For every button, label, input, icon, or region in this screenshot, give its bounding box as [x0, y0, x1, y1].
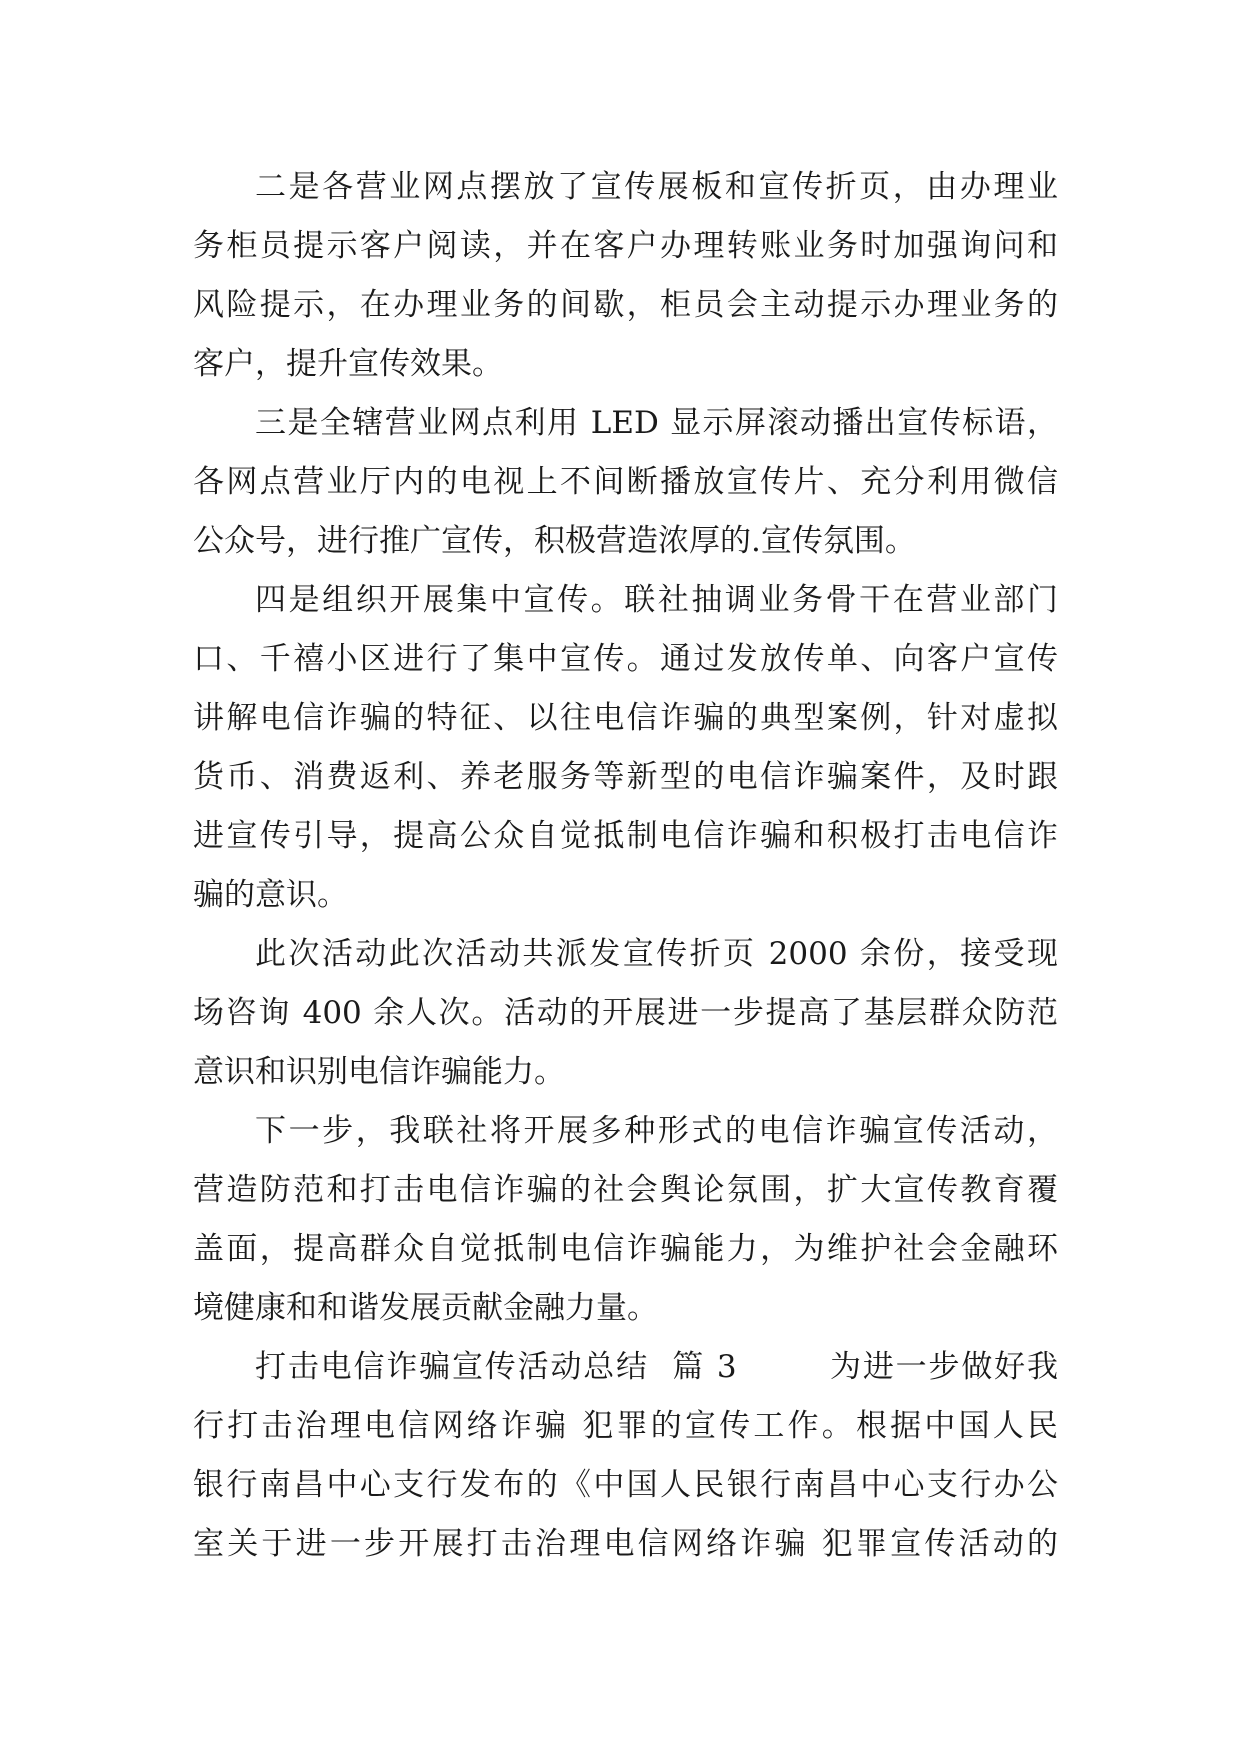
text-line: 银行南昌中心支行发布的《中国人民银行南昌中心支行办公: [193, 1467, 1058, 1503]
text-line: 进宣传引导，提高公众自觉抵制电信诈骗和积极打击电信诈: [193, 818, 1058, 854]
text-line: 营造防范和打击电信诈骗的社会舆论氛围，扩大宣传教育覆: [193, 1172, 1058, 1208]
text-line: 室关于进一步开展打击治理电信网络诈骗 犯罪宣传活动的: [193, 1526, 1058, 1562]
paragraph: [193, 1102, 1058, 1338]
text-line: 行打击治理电信网络诈骗 犯罪的宣传工作。根据中国人民: [193, 1408, 1058, 1444]
text-line: 二是各营业网点摆放了宣传展板和宣传折页，由办理业: [255, 169, 1058, 205]
text-line: 打击电信诈骗宣传活动总结 篇 3 为进一步做好我: [255, 1349, 1058, 1385]
text-line: 客户，提升宣传效果。: [193, 346, 503, 382]
text-line: 下一步，我联社将开展多种形式的电信诈骗宣传活动，: [255, 1113, 1058, 1149]
text-line: 风险提示，在办理业务的间歇，柜员会主动提示办理业务的: [193, 287, 1058, 323]
text-line: 口、千禧小区进行了集中宣传。通过发放传单、向客户宣传: [193, 641, 1058, 677]
paragraph: [193, 1338, 1058, 1574]
text-line: 盖面，提高群众自觉抵制电信诈骗能力，为维护社会金融环: [193, 1231, 1058, 1267]
text-line: 讲解电信诈骗的特征、以往电信诈骗的典型案例，针对虚拟: [193, 700, 1058, 736]
text-line: 意识和识别电信诈骗能力。: [193, 1054, 565, 1090]
paragraph: [193, 394, 1058, 571]
text-line: 三是全辖营业网点利用 LED 显示屏滚动播出宣传标语，: [255, 405, 1058, 441]
paragraph: [193, 571, 1058, 925]
text-line: 场咨询 400 余人次。活动的开展进一步提高了基层群众防范: [193, 995, 1058, 1031]
text-line: 此次活动此次活动共派发宣传折页 2000 余份，接受现: [255, 936, 1058, 972]
document-body: [193, 158, 1058, 1574]
text-line: 公众号，进行推广宣传，积极营造浓厚的.宣传氛围。: [193, 523, 916, 559]
text-line: 货币、消费返利、养老服务等新型的电信诈骗案件，及时跟: [193, 759, 1058, 795]
text-line: 务柜员提示客户阅读，并在客户办理转账业务时加强询问和: [193, 228, 1058, 264]
text-line: 各网点营业厅内的电视上不间断播放宣传片、充分利用微信: [193, 464, 1058, 500]
paragraph: [193, 158, 1058, 394]
paragraph: [193, 925, 1058, 1102]
text-line: 骗的意识。: [193, 877, 348, 913]
text-line: 境健康和和谐发展贡献金融力量。: [193, 1290, 658, 1326]
text-line: 四是组织开展集中宣传。联社抽调业务骨干在营业部门: [255, 582, 1058, 618]
